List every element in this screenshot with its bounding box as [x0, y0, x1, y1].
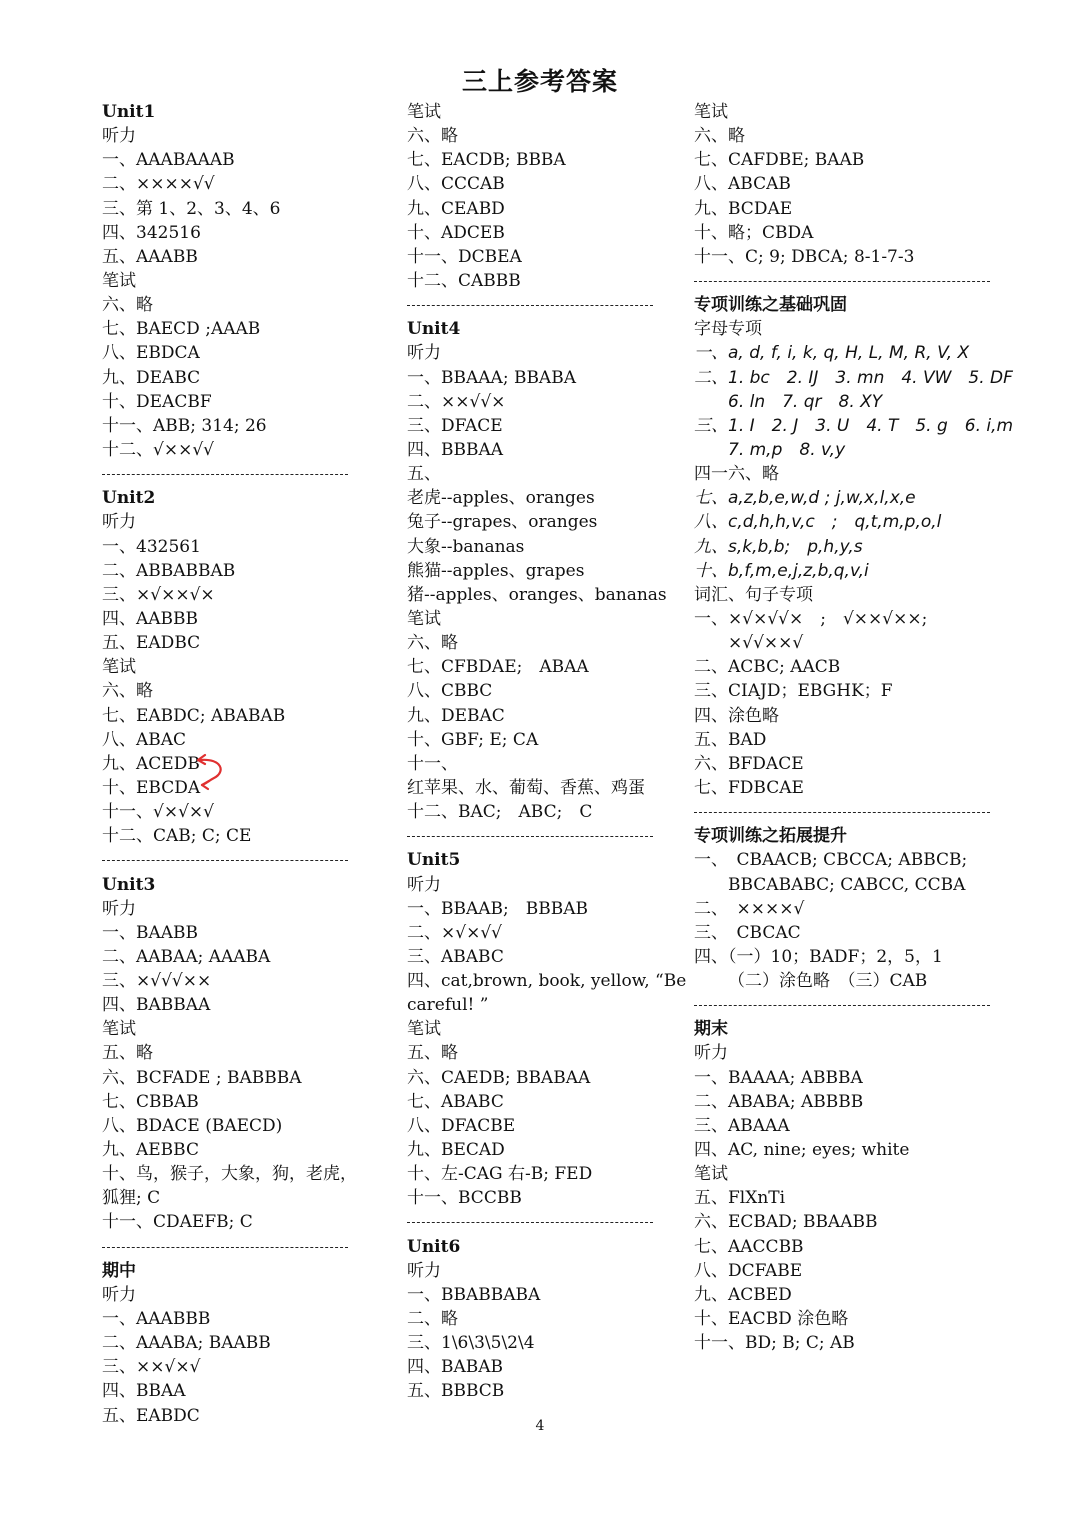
answer-line: 听力	[694, 1043, 728, 1064]
answer-line: 十二、√××√√	[102, 439, 214, 460]
answer-line: 十一、BD; B; C; AB	[694, 1333, 855, 1354]
answer-column-3	[694, 100, 1014, 1355]
answer-line: 三、第 1、2、3、4、6	[102, 198, 281, 219]
answer-line: careful! ”	[407, 995, 489, 1016]
answer-line: 九、BECAD	[407, 1140, 505, 1161]
section-heading: Unit4	[407, 319, 461, 340]
answer-line: 八、CBBC	[407, 681, 493, 702]
answer-line: 十二、CAB; C; CE	[102, 826, 252, 847]
answer-line: 一、432561	[102, 536, 201, 557]
answer-line: 笔试	[407, 1019, 441, 1040]
answer-line: 听力	[102, 1284, 136, 1305]
answer-line: 九、BCDAE	[694, 198, 793, 219]
answer-line: 四、BABAB	[407, 1357, 504, 1378]
answer-line: 一、BBAAB; BBBAB	[407, 898, 589, 919]
answer-line: 四、BBAA	[102, 1381, 186, 1402]
section-divider	[407, 1210, 683, 1234]
answer-line: 五、BAD	[694, 729, 767, 750]
answer-line: 听力	[102, 126, 136, 147]
answer-line: 八、ABAC	[102, 729, 187, 750]
answer-line: 十二、CABBB	[407, 270, 521, 291]
swap-arrow-annotation	[196, 752, 230, 792]
answer-line: 一、BBABBABA	[407, 1284, 541, 1305]
answer-line: 二、×√×√√	[407, 922, 502, 943]
answer-line: 三、×√√√××	[102, 971, 212, 992]
answer-line: 二、ACBC; AACB	[694, 657, 841, 678]
answer-line: 一、AAABBB	[102, 1309, 211, 1330]
answer-line: 五、FlXnTi	[694, 1188, 786, 1209]
answer-line: 三、 CBCAC	[694, 922, 801, 943]
answer-line: 六、略	[102, 681, 153, 702]
answer-line: 四一六、略	[694, 464, 779, 485]
answer-line: 七、FDBCAE	[694, 777, 804, 798]
answer-line: 三、1\6\3\5\2\4	[407, 1333, 535, 1354]
answer-line: 一、×√×√√× ; √××√××;	[694, 608, 928, 629]
answer-line: 八、BDACE (BAECD)	[102, 1115, 283, 1136]
answer-line: 十、EBCDA	[102, 777, 201, 798]
answer-line: 六、CAEDB; BBABAA	[407, 1067, 591, 1088]
section-heading: 专项训练之基础巩固	[694, 295, 847, 316]
section-heading: 专项训练之拓展提升	[694, 826, 847, 847]
answer-line: 九、DEABC	[102, 367, 201, 388]
answer-line: 六、ECBAD; BBAABB	[694, 1212, 878, 1233]
section-divider	[102, 462, 392, 486]
answer-line: 六、略	[102, 295, 153, 316]
answer-line: 四、AABBB	[102, 608, 199, 629]
section-heading: Unit1	[102, 102, 156, 122]
answer-line: 十一、DCBEA	[407, 246, 522, 267]
answer-line: 五、BBBCB	[407, 1381, 505, 1402]
answer-line: 老虎--apples、oranges	[407, 488, 595, 509]
answer-line: 五、EADBC	[102, 633, 201, 654]
answer-line: 五、略	[407, 1043, 458, 1064]
answer-line: 三、ABAAA	[694, 1115, 790, 1136]
answer-line: 七、EACDB; BBBA	[407, 150, 566, 171]
answer-line: 一、a, d, f, i, k, q, H, L, M, R, V, X	[694, 343, 970, 364]
section-divider	[102, 1235, 392, 1259]
answer-line: 六、BFDACE	[694, 753, 804, 774]
answer-line: 九、s,k,b,b; p,h,y,s	[694, 536, 863, 557]
answer-line: 八、ABCAB	[694, 174, 791, 195]
answer-line: 九、CEABD	[407, 198, 505, 219]
section-heading: Unit6	[407, 1236, 461, 1257]
answer-line: 四、342516	[102, 222, 201, 243]
answer-line: 十、b,f,m,e,j,z,b,q,v,i	[694, 560, 869, 581]
answer-line: 六、略	[694, 126, 745, 147]
answer-line: 6. ln 7. qr 8. XY	[728, 391, 883, 412]
answer-line: 二、××√√×	[407, 391, 506, 412]
answer-line: 十一、√×√×√	[102, 802, 214, 823]
section-divider	[407, 824, 683, 848]
answer-line: 九、ACBED	[694, 1284, 792, 1305]
answer-line: 八、EBDCA	[102, 343, 200, 364]
answer-line: 二、略	[407, 1309, 458, 1330]
answer-line: 一、BAAAA; ABBBA	[694, 1067, 863, 1088]
answer-line: 五、	[407, 464, 441, 485]
answer-line: 七、CBBAB	[102, 1091, 199, 1112]
answer-line: 四、（一）10；BADF；2，5，1	[694, 946, 943, 967]
answer-line: 狐狸; C	[102, 1188, 161, 1209]
section-divider	[694, 800, 994, 824]
answer-line: 笔试	[694, 102, 728, 122]
answer-line: 九、ACEDB	[102, 753, 200, 774]
answer-line: 七、BAECD ;AAAB	[102, 319, 261, 340]
section-divider	[102, 848, 392, 872]
answer-line: 六、BCFADE ; BABBBA	[102, 1067, 302, 1088]
answer-line: 十、GBF; E; CA	[407, 729, 539, 750]
answer-line: 六、略	[407, 633, 458, 654]
answer-line: 四、BABBAA	[102, 995, 211, 1016]
answer-line: 九、AEBBC	[102, 1140, 199, 1161]
answer-line: 听力	[407, 874, 441, 895]
section-heading: Unit2	[102, 488, 156, 509]
answer-line: 十、左-CAG 右-B; FED	[407, 1164, 593, 1185]
answer-line: 大象--bananas	[407, 536, 525, 557]
answer-line: 五、略	[102, 1043, 153, 1064]
answer-line: ×√√××√	[728, 633, 804, 654]
answer-line: 字母专项	[694, 319, 762, 340]
section-heading: Unit3	[102, 874, 156, 895]
answer-line: 五、EABDC	[102, 1405, 200, 1426]
answer-line: 十、鸟，猴子，大象，狗，老虎，	[102, 1164, 357, 1185]
answer-line: 十一、BCCBB	[407, 1188, 522, 1209]
answer-line: 七、CAFDBE; BAAB	[694, 150, 865, 171]
answer-line: 二、ABABA; ABBBB	[694, 1091, 864, 1112]
answer-line: 7. m,p 8. v,y	[728, 439, 846, 460]
answer-line: 听力	[102, 898, 136, 919]
answer-line: 一、 CBAACB; CBCCA; ABBCB;	[694, 850, 968, 871]
section-divider	[407, 293, 683, 317]
answer-line: 一、AAABAAAB	[102, 150, 235, 171]
answer-line: 一、BAABB	[102, 922, 199, 943]
answer-line: 八、c,d,h,h,v,c ; q,t,m,p,o,l	[694, 512, 942, 533]
answer-line: 二、ABBABBAB	[102, 560, 236, 581]
answer-line: 兔子--grapes、oranges	[407, 512, 598, 533]
answer-line: 十一、	[407, 753, 458, 774]
answer-line: 七、EABDC; ABABAB	[102, 705, 286, 726]
section-heading: 期中	[102, 1260, 136, 1281]
answer-line: 七、ABABC	[407, 1091, 504, 1112]
answer-line: 九、DEBAC	[407, 705, 505, 726]
answer-line: 熊猫--apples、grapes	[407, 560, 585, 581]
answer-line: 二、AAABA; BAABB	[102, 1333, 271, 1354]
section-divider	[694, 993, 994, 1017]
answer-line: 十二、BAC; ABC; C	[407, 802, 593, 823]
answer-line: 四、涂色略	[694, 705, 779, 726]
answer-line: 听力	[407, 1260, 441, 1281]
answer-column-2	[407, 100, 687, 1404]
section-divider	[694, 269, 994, 293]
section-heading: Unit5	[407, 850, 461, 871]
answer-line: BBCABABC; CABCC, CCBA	[728, 874, 966, 895]
answer-line: 笔试	[694, 1164, 728, 1185]
answer-line: 三、ABABC	[407, 946, 504, 967]
answer-line: 十、ADCEB	[407, 222, 505, 243]
answer-line: 一、BBAAA; BBABA	[407, 367, 576, 388]
answer-line: （二）涂色略 （三）CAB	[728, 971, 928, 992]
answer-line: 四、cat,brown, book, yellow, “Be	[407, 971, 687, 992]
answer-line: 猪--apples、oranges、bananas	[407, 584, 667, 605]
answer-line: 十一、C; 9; DBCA; 8-1-7-3	[694, 246, 915, 267]
answer-line: 七、CFBDAE; ABAA	[407, 657, 589, 678]
answer-line: 八、DFACBE	[407, 1115, 516, 1136]
answer-line: 三、×√××√×	[102, 584, 215, 605]
answer-line: 六、略	[407, 126, 458, 147]
answer-line: 听力	[407, 343, 441, 364]
answer-line: 三、1. I 2. J 3. U 4. T 5. g 6. i,m	[694, 415, 1014, 436]
page-title: 三上参考答案	[461, 67, 618, 96]
answer-line: 十、EACBD 涂色略	[694, 1309, 849, 1330]
answer-line: 四、AC, nine; eyes; white	[694, 1140, 910, 1161]
answer-line: 五、AAABB	[102, 246, 198, 267]
answer-line: 七、a,z,b,e,w,d ; j,w,x,l,x,e	[694, 488, 916, 509]
answer-line: 三、××√×√	[102, 1357, 201, 1378]
answer-line: 二、AABAA; AAABA	[102, 946, 271, 967]
answer-line: 二、1. bc 2. IJ 3. mn 4. VW 5. DF	[694, 367, 1013, 388]
answer-line: 十一、CDAEFB; C	[102, 1212, 253, 1233]
answer-line: 笔试	[102, 270, 136, 291]
answer-line: 笔试	[102, 1019, 136, 1040]
answer-line: 七、AACCBB	[694, 1236, 804, 1257]
answer-line: 笔试	[102, 657, 136, 678]
answer-line: 笔试	[407, 102, 441, 122]
answer-line: 二、××××√√	[102, 174, 215, 195]
answer-line: 红苹果、水、葡萄、香蕉、鸡蛋	[407, 777, 645, 798]
answer-line: 三、CIAJD；EBGHK；F	[694, 681, 893, 702]
answer-line: 十一、ABB; 314; 26	[102, 415, 267, 436]
section-heading: 期末	[694, 1019, 728, 1040]
answer-line: 八、DCFABE	[694, 1260, 803, 1281]
answer-column-1	[102, 100, 392, 1428]
answer-line: 二、 ××××√	[694, 898, 805, 919]
answer-line: 听力	[102, 512, 136, 533]
answer-line: 四、BBBAA	[407, 439, 504, 460]
answer-line: 笔试	[407, 608, 441, 629]
answer-line: 十、DEACBF	[102, 391, 212, 412]
answer-line: 八、CCCAB	[407, 174, 505, 195]
page-number: 4	[535, 1418, 545, 1434]
answer-line: 三、DFACE	[407, 415, 503, 436]
answer-line: 词汇、句子专项	[694, 584, 813, 605]
answer-line: 十、略；CBDA	[694, 222, 814, 243]
